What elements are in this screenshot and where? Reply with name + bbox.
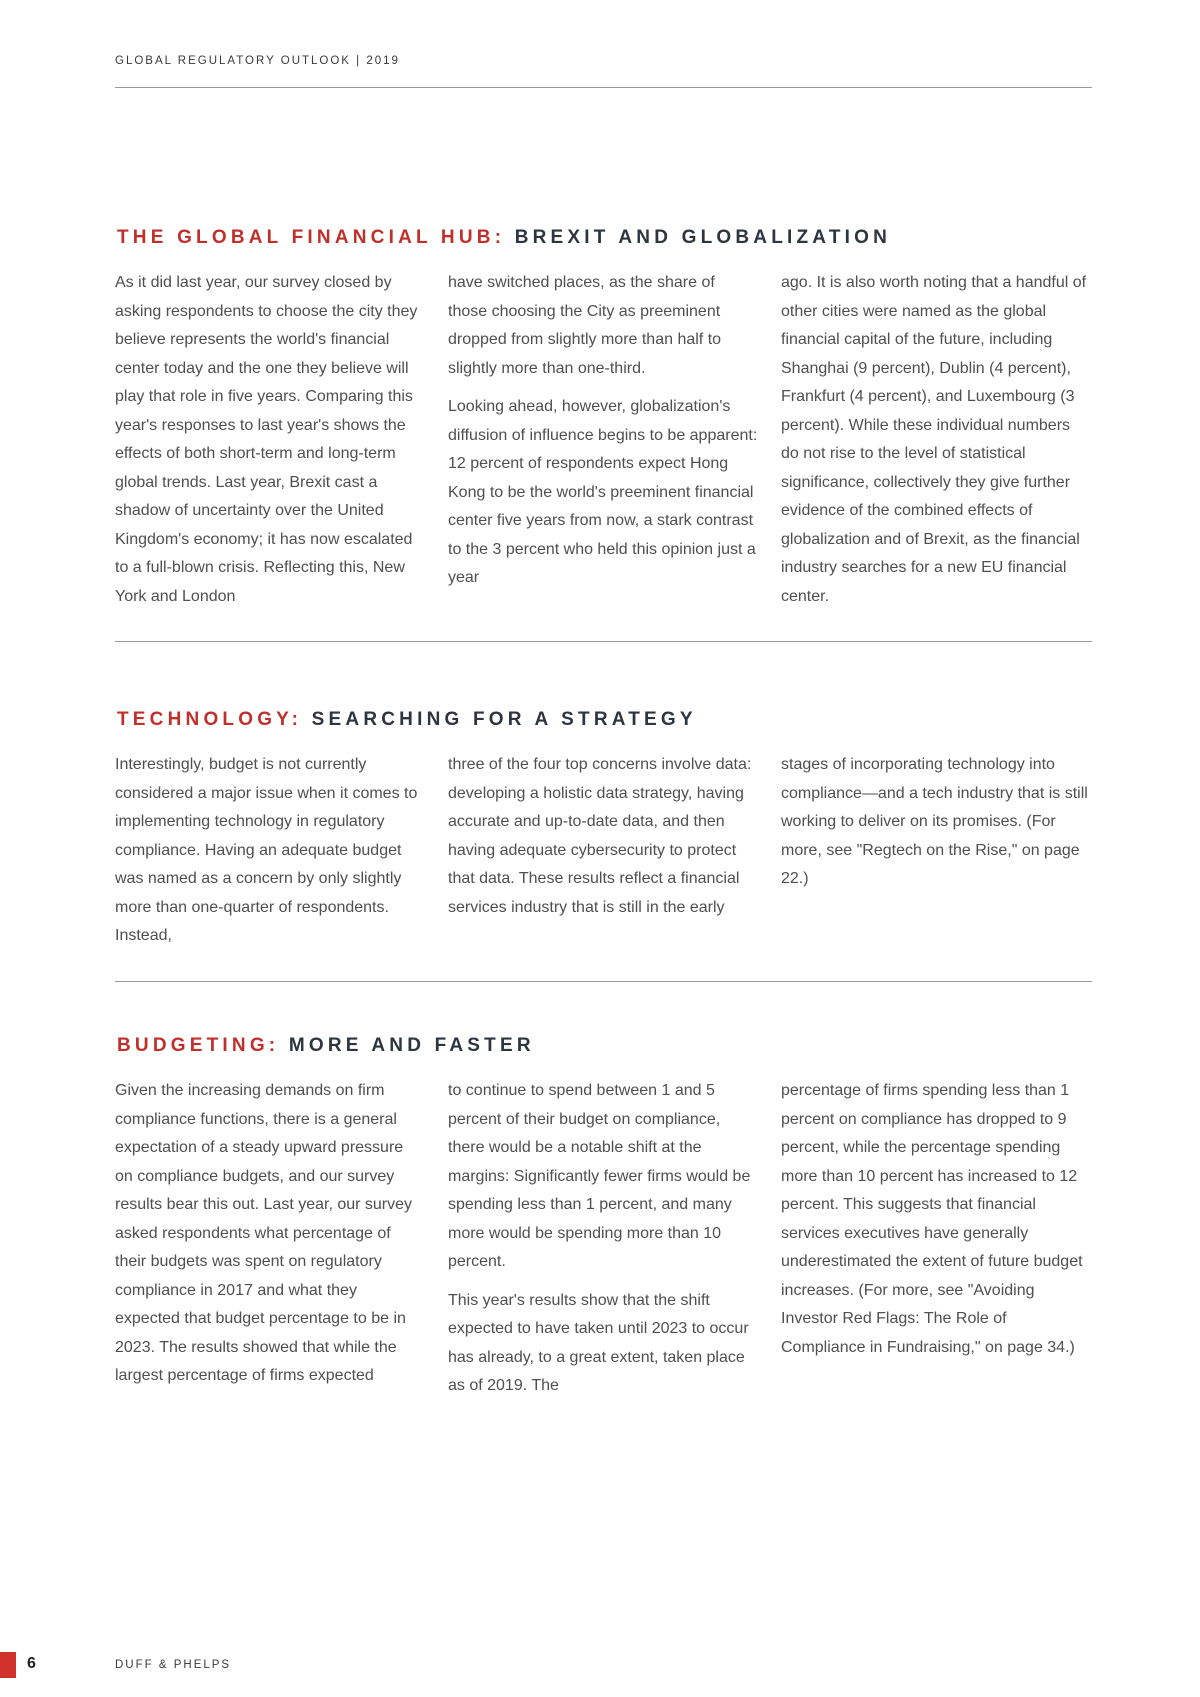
section-1-column-1 (115, 269, 425, 621)
section-title-red: THE GLOBAL FINANCIAL HUB: (117, 227, 506, 248)
paragraph: to continue to spend between 1 and 5 percent of their budget on compliance, there would be a notable shift at the margins: Significantly fewer firms would be spending less than 1 percent, and many more would be spending more than 10 percent. (448, 1082, 751, 1270)
section-title-red: BUDGETING: (117, 1035, 280, 1056)
section-2-column-3 (781, 751, 1091, 904)
section-1-column-3 (781, 269, 1091, 621)
paragraph: As it did last year, our survey closed by asking respondents to choose the city they believe represents the world's financial center today and the one they believe will play that role in five years. Comparing this year's responses to last year's shows the effects of both short-term and long-term global trends. Last year, Brexit cast a shadow of uncertainty over the United Kingdom's economy; it has now escalated to a full-blown crisis. Reflecting this, New York and London (115, 274, 418, 605)
paragraph: This year's results show that the shift expected to have taken until 2023 to occur has already, to a great extent, taken place as of 2019. The (448, 1291, 749, 1394)
section-divider (115, 641, 1092, 642)
paragraph: Given the increasing demands on firm compliance functions, there is a general expectation of a steady upward pressure on compliance budgets, and our survey results bear this out. Last year, our survey asked respondents what percentage of their budgets was spent on regulatory compliance in 2017 and what they expected that budget percentage to be in 2023. The results showed that while the largest percentage of firms expected (115, 1082, 413, 1384)
section-3-column-2 (448, 1077, 758, 1411)
paragraph: Looking ahead, however, globalization's diffusion of influence begins to be apparent: 12 percent of respondents expect Hong Kong to be the world's preeminent financial center five years from now, a stark contrast to the 3 percent who held this opinion just a year (448, 398, 758, 586)
running-header: GLOBAL REGULATORY OUTLOOK | 2019 (115, 55, 400, 67)
section-3-column-3 (781, 1077, 1091, 1372)
page-number: 6 (27, 1655, 36, 1672)
section-title-financial-hub (117, 227, 891, 249)
paragraph: have switched places, as the share of those choosing the City as preeminent dropped from slightly more than half to slightly more than one-third. (448, 274, 722, 377)
paragraph: stages of incorporating technology into compliance—and a tech industry that is still working to deliver on its promises. (For more, see "Regtech on the Rise," on page 22.) (781, 756, 1088, 887)
section-title-dark: BREXIT AND GLOBALIZATION (514, 227, 892, 248)
paragraph: percentage of firms spending less than 1 percent on compliance has dropped to 9 percent, while the percentage spending more than 10 percent has increased to 12 percent. This suggests that financial services executives have generally underestimated the extent of future budget increases. (For more, see "Avoiding Investor Red Flags: The Role of Compliance in Fundraising," on page 34.) (781, 1082, 1083, 1356)
section-title-dark: MORE AND FASTER (288, 1035, 535, 1056)
section-3-column-1 (115, 1077, 425, 1401)
section-2-column-2 (448, 751, 758, 932)
section-2-column-1 (115, 751, 425, 961)
paragraph: Interestingly, budget is not currently considered a major issue when it comes to implementing technology in regulatory compliance. Having an adequate budget was named as a concern by only slightly more than one-quarter of respondents. Instead, (115, 756, 418, 944)
footer-brand: DUFF & PHELPS (115, 1659, 232, 1671)
section-title-red: TECHNOLOGY: (117, 709, 303, 730)
paragraph: three of the four top concerns involve data: developing a holistic data strategy, having accurate and up-to-date data, and then having adequate cybersecurity to protect that data. These results reflect a financial services industry that is still in the early (448, 756, 752, 916)
section-title-budgeting (117, 1035, 535, 1057)
footer-accent-bar (0, 1652, 16, 1678)
section-title-dark: SEARCHING FOR A STRATEGY (311, 709, 697, 730)
section-title-technology (117, 709, 697, 731)
header-divider (115, 87, 1092, 88)
paragraph: ago. It is also worth noting that a handful of other cities were named as the global financial capital of the future, including Shanghai (9 percent), Dublin (4 percent), Frankfurt (4 percent), and Luxembourg (3 percent). While these individual numbers do not rise to the level of statistical significance, collectively they give further evidence of the combined effects of globalization and of Brexit, as the financial industry searches for a new EU financial center. (781, 274, 1087, 605)
section-1-column-2 (448, 269, 758, 603)
section-divider (115, 981, 1092, 982)
